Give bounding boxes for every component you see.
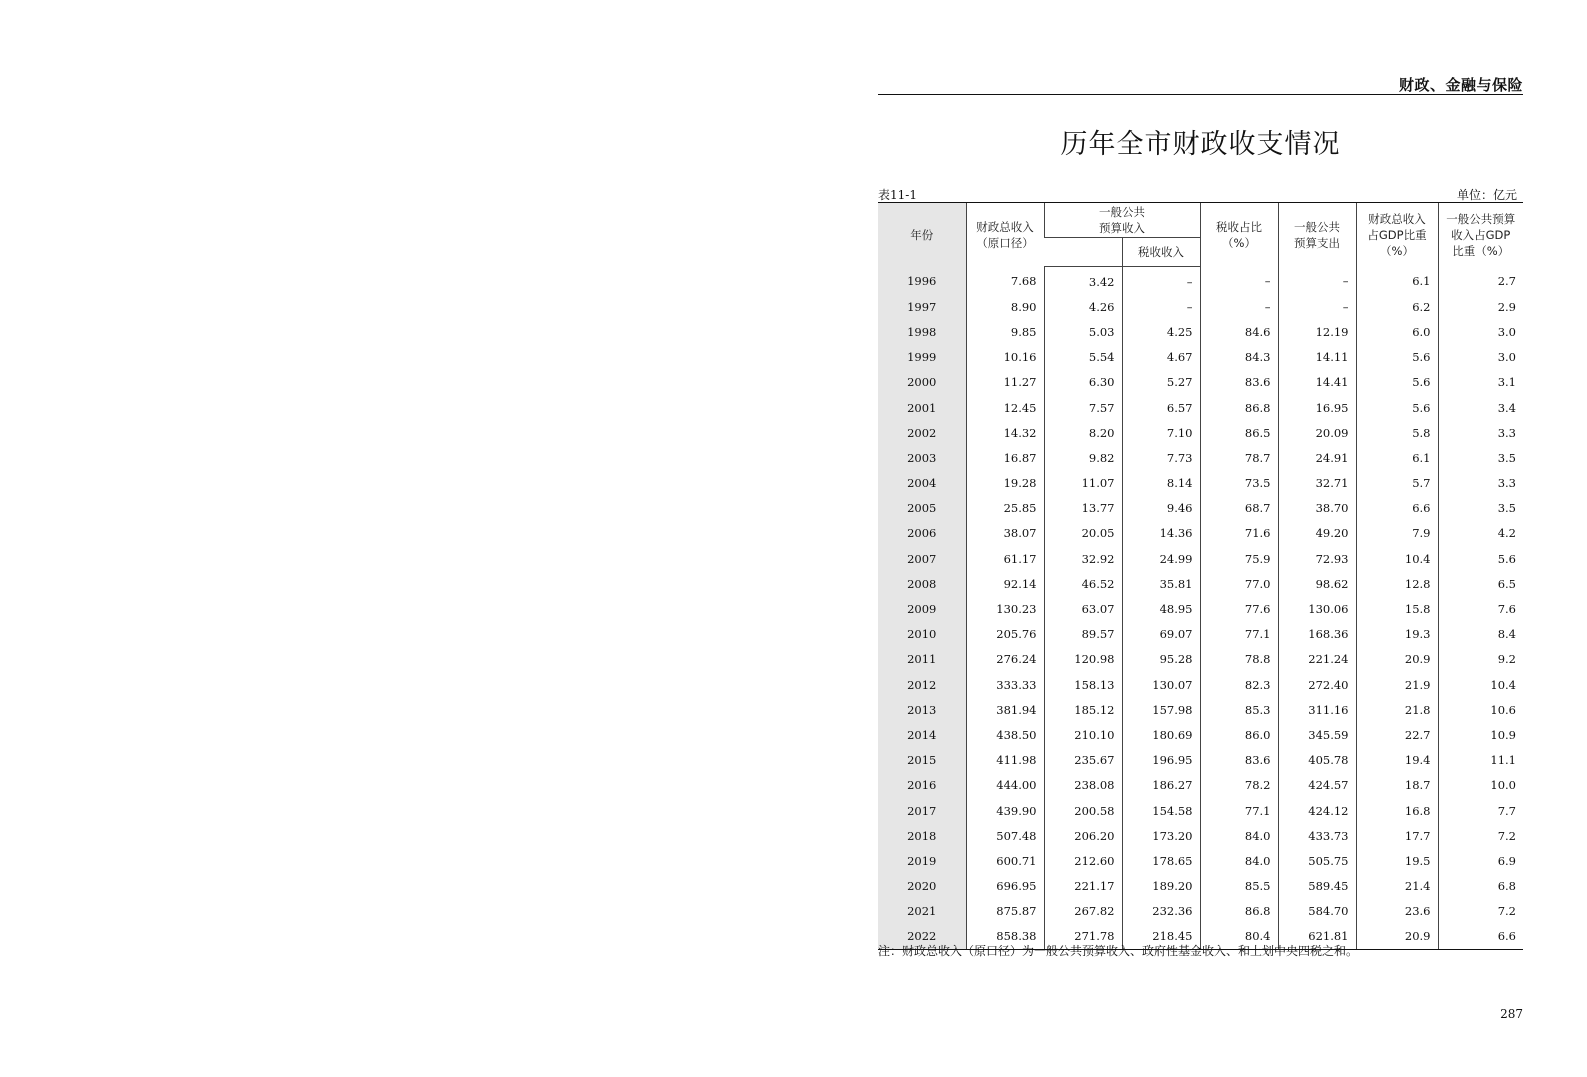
- cell-general-budget-expenditure: 589.45: [1278, 874, 1356, 899]
- cell-total-revenue-gdp: 5.6: [1356, 395, 1438, 420]
- cell-general-budget-revenue: 210.10: [1044, 722, 1122, 747]
- cell-year: 2005: [878, 496, 966, 521]
- cell-total-revenue: 38.07: [966, 521, 1044, 546]
- cell-total-revenue: 61.17: [966, 546, 1044, 571]
- table-row: [878, 445, 1523, 470]
- table-row: [878, 370, 1523, 395]
- table-row: [878, 267, 1523, 295]
- cell-general-budget-revenue: 63.07: [1044, 596, 1122, 621]
- cell-general-budget-expenditure: 424.57: [1278, 773, 1356, 798]
- cell-total-revenue-gdp: 5.6: [1356, 345, 1438, 370]
- cell-tax-revenue: 157.98: [1122, 697, 1200, 722]
- cell-general-budget-revenue-gdp: 10.9: [1438, 722, 1523, 747]
- cell-tax-share: 83.6: [1200, 370, 1278, 395]
- cell-tax-share: 83.6: [1200, 748, 1278, 773]
- cell-general-budget-revenue: 212.60: [1044, 848, 1122, 873]
- cell-general-budget-revenue-gdp: 7.7: [1438, 798, 1523, 823]
- cell-year: 2004: [878, 471, 966, 496]
- cell-total-revenue: 130.23: [966, 596, 1044, 621]
- cell-total-revenue: 507.48: [966, 823, 1044, 848]
- cell-tax-share: 71.6: [1200, 521, 1278, 546]
- cell-general-budget-expenditure: 168.36: [1278, 622, 1356, 647]
- cell-year: 2006: [878, 521, 966, 546]
- cell-general-budget-expenditure: 345.59: [1278, 722, 1356, 747]
- cell-general-budget-revenue: 4.26: [1044, 294, 1122, 319]
- cell-year: 2003: [878, 445, 966, 470]
- cell-general-budget-revenue: 238.08: [1044, 773, 1122, 798]
- header-general-budget-expenditure: 一般公共 预算支出: [1278, 203, 1356, 267]
- cell-total-revenue-gdp: 6.0: [1356, 319, 1438, 344]
- cell-general-budget-revenue-gdp: 10.4: [1438, 672, 1523, 697]
- table-row: [878, 571, 1523, 596]
- cell-tax-share: 78.2: [1200, 773, 1278, 798]
- cell-total-revenue: 439.90: [966, 798, 1044, 823]
- cell-general-budget-revenue-gdp: 2.7: [1438, 267, 1523, 295]
- cell-general-budget-expenditure: 72.93: [1278, 546, 1356, 571]
- cell-general-budget-revenue: 6.30: [1044, 370, 1122, 395]
- table-row: [878, 622, 1523, 647]
- cell-general-budget-revenue-gdp: 3.5: [1438, 496, 1523, 521]
- cell-tax-share: 77.1: [1200, 798, 1278, 823]
- cell-total-revenue-gdp: 6.6: [1356, 496, 1438, 521]
- fiscal-table: [878, 202, 1523, 950]
- cell-general-budget-expenditure: 12.19: [1278, 319, 1356, 344]
- cell-tax-share: 84.0: [1200, 848, 1278, 873]
- cell-general-budget-revenue-gdp: 3.5: [1438, 445, 1523, 470]
- cell-total-revenue-gdp: 19.4: [1356, 748, 1438, 773]
- cell-year: 2011: [878, 647, 966, 672]
- cell-tax-revenue: 9.46: [1122, 496, 1200, 521]
- cell-tax-revenue: 69.07: [1122, 622, 1200, 647]
- cell-total-revenue: 7.68: [966, 267, 1044, 295]
- table-body: [878, 267, 1523, 950]
- cell-tax-revenue: 4.67: [1122, 345, 1200, 370]
- cell-general-budget-revenue: 206.20: [1044, 823, 1122, 848]
- table-row: [878, 647, 1523, 672]
- cell-total-revenue: 875.87: [966, 899, 1044, 924]
- cell-general-budget-expenditure: 14.41: [1278, 370, 1356, 395]
- cell-total-revenue: 19.28: [966, 471, 1044, 496]
- cell-general-budget-revenue: 200.58: [1044, 798, 1122, 823]
- cell-year: 2012: [878, 672, 966, 697]
- cell-year: 2022: [878, 924, 966, 950]
- cell-year: 1997: [878, 294, 966, 319]
- cell-year: 2002: [878, 420, 966, 445]
- section-title: 财政、金融与保险: [1398, 76, 1523, 94]
- cell-general-budget-revenue-gdp: 3.0: [1438, 319, 1523, 344]
- cell-tax-revenue: 4.25: [1122, 319, 1200, 344]
- cell-general-budget-revenue-gdp: 2.9: [1438, 294, 1523, 319]
- cell-tax-share: 82.3: [1200, 672, 1278, 697]
- cell-general-budget-revenue: 3.42: [1044, 267, 1122, 295]
- cell-year: 2014: [878, 722, 966, 747]
- cell-tax-revenue: 14.36: [1122, 521, 1200, 546]
- cell-total-revenue-gdp: 21.4: [1356, 874, 1438, 899]
- cell-general-budget-revenue: 20.05: [1044, 521, 1122, 546]
- table-row: [878, 748, 1523, 773]
- cell-total-revenue-gdp: 19.5: [1356, 848, 1438, 873]
- cell-tax-share: 78.8: [1200, 647, 1278, 672]
- table-row: [878, 798, 1523, 823]
- cell-total-revenue: 8.90: [966, 294, 1044, 319]
- cell-tax-share: 77.0: [1200, 571, 1278, 596]
- cell-general-budget-expenditure: 272.40: [1278, 672, 1356, 697]
- table-number: 表11-1: [878, 188, 917, 202]
- cell-general-budget-revenue-gdp: 4.2: [1438, 521, 1523, 546]
- header-general-budget-revenue: 一般公共 预算收入: [1044, 203, 1200, 238]
- cell-tax-share: 85.3: [1200, 697, 1278, 722]
- cell-total-revenue-gdp: 20.9: [1356, 924, 1438, 950]
- cell-general-budget-expenditure: 32.71: [1278, 471, 1356, 496]
- cell-total-revenue: 10.16: [966, 345, 1044, 370]
- cell-total-revenue: 333.33: [966, 672, 1044, 697]
- cell-general-budget-revenue: 46.52: [1044, 571, 1122, 596]
- cell-total-revenue: 25.85: [966, 496, 1044, 521]
- cell-tax-share: 86.8: [1200, 395, 1278, 420]
- cell-tax-revenue: –: [1122, 294, 1200, 319]
- cell-total-revenue-gdp: 16.8: [1356, 798, 1438, 823]
- cell-general-budget-expenditure: –: [1278, 267, 1356, 295]
- cell-total-revenue-gdp: 5.6: [1356, 370, 1438, 395]
- cell-tax-revenue: 189.20: [1122, 874, 1200, 899]
- cell-year: 2000: [878, 370, 966, 395]
- cell-year: 2020: [878, 874, 966, 899]
- cell-tax-revenue: 8.14: [1122, 471, 1200, 496]
- table-row: [878, 345, 1523, 370]
- cell-total-revenue-gdp: 6.1: [1356, 445, 1438, 470]
- cell-tax-revenue: 196.95: [1122, 748, 1200, 773]
- cell-tax-share: –: [1200, 267, 1278, 295]
- cell-total-revenue: 600.71: [966, 848, 1044, 873]
- cell-tax-revenue: 178.65: [1122, 848, 1200, 873]
- cell-tax-revenue: 6.57: [1122, 395, 1200, 420]
- cell-tax-revenue: 24.99: [1122, 546, 1200, 571]
- cell-tax-revenue: 7.73: [1122, 445, 1200, 470]
- cell-general-budget-revenue-gdp: 3.4: [1438, 395, 1523, 420]
- cell-total-revenue: 411.98: [966, 748, 1044, 773]
- cell-general-budget-revenue: 120.98: [1044, 647, 1122, 672]
- cell-general-budget-expenditure: 20.09: [1278, 420, 1356, 445]
- cell-total-revenue-gdp: 20.9: [1356, 647, 1438, 672]
- cell-year: 2015: [878, 748, 966, 773]
- cell-year: 2010: [878, 622, 966, 647]
- cell-general-budget-expenditure: 311.16: [1278, 697, 1356, 722]
- cell-general-budget-revenue: 271.78: [1044, 924, 1122, 950]
- cell-total-revenue: 381.94: [966, 697, 1044, 722]
- cell-year: 1996: [878, 267, 966, 295]
- cell-year: 2019: [878, 848, 966, 873]
- page-number: 287: [1500, 1007, 1523, 1021]
- cell-general-budget-revenue: 11.07: [1044, 471, 1122, 496]
- cell-general-budget-expenditure: 424.12: [1278, 798, 1356, 823]
- table-row: [878, 848, 1523, 873]
- cell-total-revenue: 696.95: [966, 874, 1044, 899]
- table-row: [878, 471, 1523, 496]
- cell-general-budget-revenue: 185.12: [1044, 697, 1122, 722]
- cell-general-budget-revenue-gdp: 6.8: [1438, 874, 1523, 899]
- cell-total-revenue: 16.87: [966, 445, 1044, 470]
- cell-general-budget-expenditure: 130.06: [1278, 596, 1356, 621]
- cell-total-revenue: 9.85: [966, 319, 1044, 344]
- header-general-budget-revenue-gdp: 一般公共预算 收入占GDP 比重（%）: [1438, 203, 1523, 267]
- cell-general-budget-revenue-gdp: 9.2: [1438, 647, 1523, 672]
- table-row: [878, 420, 1523, 445]
- cell-tax-share: 86.8: [1200, 899, 1278, 924]
- cell-general-budget-expenditure: 221.24: [1278, 647, 1356, 672]
- table-row: [878, 722, 1523, 747]
- cell-total-revenue-gdp: 19.3: [1356, 622, 1438, 647]
- table-row: [878, 395, 1523, 420]
- cell-tax-share: 85.5: [1200, 874, 1278, 899]
- cell-general-budget-revenue: 13.77: [1044, 496, 1122, 521]
- cell-general-budget-revenue-gdp: 3.3: [1438, 471, 1523, 496]
- table-row: [878, 294, 1523, 319]
- cell-tax-revenue: 186.27: [1122, 773, 1200, 798]
- table-row: [878, 773, 1523, 798]
- table-row: [878, 874, 1523, 899]
- cell-tax-share: 86.0: [1200, 722, 1278, 747]
- table-row: [878, 496, 1523, 521]
- cell-general-budget-revenue: 267.82: [1044, 899, 1122, 924]
- cell-general-budget-revenue-gdp: 3.3: [1438, 420, 1523, 445]
- cell-tax-share: –: [1200, 294, 1278, 319]
- cell-general-budget-expenditure: 584.70: [1278, 899, 1356, 924]
- cell-general-budget-revenue-gdp: 11.1: [1438, 748, 1523, 773]
- cell-general-budget-revenue-gdp: 3.1: [1438, 370, 1523, 395]
- header-year: 年份: [878, 203, 966, 267]
- cell-general-budget-expenditure: 38.70: [1278, 496, 1356, 521]
- cell-general-budget-revenue: 5.03: [1044, 319, 1122, 344]
- cell-total-revenue-gdp: 15.8: [1356, 596, 1438, 621]
- cell-tax-share: 78.7: [1200, 445, 1278, 470]
- cell-total-revenue-gdp: 6.2: [1356, 294, 1438, 319]
- cell-total-revenue: 858.38: [966, 924, 1044, 950]
- cell-total-revenue: 276.24: [966, 647, 1044, 672]
- cell-tax-revenue: 173.20: [1122, 823, 1200, 848]
- cell-tax-revenue: 7.10: [1122, 420, 1200, 445]
- cell-total-revenue-gdp: 21.8: [1356, 697, 1438, 722]
- cell-total-revenue-gdp: 22.7: [1356, 722, 1438, 747]
- cell-general-budget-expenditure: 505.75: [1278, 848, 1356, 873]
- unit-label: 单位：亿元: [1456, 188, 1517, 202]
- cell-tax-share: 80.4: [1200, 924, 1278, 950]
- cell-tax-share: 84.0: [1200, 823, 1278, 848]
- cell-general-budget-revenue: 235.67: [1044, 748, 1122, 773]
- cell-general-budget-revenue-gdp: 5.6: [1438, 546, 1523, 571]
- cell-general-budget-revenue: 7.57: [1044, 395, 1122, 420]
- cell-general-budget-revenue-gdp: 7.6: [1438, 596, 1523, 621]
- header-rule: [878, 94, 1523, 95]
- cell-total-revenue-gdp: 12.8: [1356, 571, 1438, 596]
- cell-year: 2009: [878, 596, 966, 621]
- cell-general-budget-revenue-gdp: 10.6: [1438, 697, 1523, 722]
- cell-year: 2017: [878, 798, 966, 823]
- cell-tax-share: 73.5: [1200, 471, 1278, 496]
- cell-year: 2007: [878, 546, 966, 571]
- header-total-revenue-gdp: 财政总收入 占GDP比重 （%）: [1356, 203, 1438, 267]
- cell-tax-share: 86.5: [1200, 420, 1278, 445]
- cell-total-revenue: 205.76: [966, 622, 1044, 647]
- table-note: 注：财政总收入（原口径）为一般公共预算收入、政府性基金收入、和上划中央四税之和。: [878, 944, 1359, 958]
- cell-year: 2018: [878, 823, 966, 848]
- header-total-revenue: 财政总收入 （原口径）: [966, 203, 1044, 267]
- cell-general-budget-expenditure: 621.81: [1278, 924, 1356, 950]
- cell-general-budget-revenue: 9.82: [1044, 445, 1122, 470]
- cell-tax-share: 84.3: [1200, 345, 1278, 370]
- cell-tax-share: 75.9: [1200, 546, 1278, 571]
- cell-tax-revenue: 232.36: [1122, 899, 1200, 924]
- table-row: [878, 319, 1523, 344]
- cell-general-budget-revenue-gdp: 3.0: [1438, 345, 1523, 370]
- cell-general-budget-revenue: 32.92: [1044, 546, 1122, 571]
- cell-total-revenue-gdp: 6.1: [1356, 267, 1438, 295]
- table-row: [878, 672, 1523, 697]
- cell-general-budget-expenditure: 14.11: [1278, 345, 1356, 370]
- cell-total-revenue: 444.00: [966, 773, 1044, 798]
- cell-general-budget-revenue-gdp: 8.4: [1438, 622, 1523, 647]
- cell-total-revenue-gdp: 21.9: [1356, 672, 1438, 697]
- header-tax-share: 税收占比 （%）: [1200, 203, 1278, 267]
- cell-year: 2008: [878, 571, 966, 596]
- cell-general-budget-expenditure: 98.62: [1278, 571, 1356, 596]
- cell-general-budget-revenue-gdp: 7.2: [1438, 823, 1523, 848]
- cell-general-budget-expenditure: –: [1278, 294, 1356, 319]
- table-row: [878, 899, 1523, 924]
- cell-year: 2001: [878, 395, 966, 420]
- header-tax-revenue: 税收收入: [1122, 238, 1200, 267]
- cell-general-budget-expenditure: 16.95: [1278, 395, 1356, 420]
- cell-general-budget-revenue: 5.54: [1044, 345, 1122, 370]
- cell-total-revenue: 92.14: [966, 571, 1044, 596]
- cell-general-budget-revenue-gdp: 6.5: [1438, 571, 1523, 596]
- cell-general-budget-expenditure: 49.20: [1278, 521, 1356, 546]
- cell-year: 1999: [878, 345, 966, 370]
- cell-total-revenue-gdp: 5.8: [1356, 420, 1438, 445]
- table-row: [878, 823, 1523, 848]
- cell-general-budget-revenue: 89.57: [1044, 622, 1122, 647]
- cell-total-revenue-gdp: 18.7: [1356, 773, 1438, 798]
- cell-total-revenue-gdp: 17.7: [1356, 823, 1438, 848]
- cell-year: 2016: [878, 773, 966, 798]
- cell-tax-revenue: 48.95: [1122, 596, 1200, 621]
- cell-general-budget-expenditure: 405.78: [1278, 748, 1356, 773]
- cell-year: 2013: [878, 697, 966, 722]
- cell-total-revenue: 14.32: [966, 420, 1044, 445]
- cell-tax-revenue: 95.28: [1122, 647, 1200, 672]
- table-row: [878, 697, 1523, 722]
- cell-tax-share: 84.6: [1200, 319, 1278, 344]
- cell-year: 1998: [878, 319, 966, 344]
- table-title: 历年全市财政收支情况: [1060, 129, 1341, 160]
- cell-tax-revenue: 218.45: [1122, 924, 1200, 950]
- cell-tax-revenue: 35.81: [1122, 571, 1200, 596]
- cell-total-revenue-gdp: 7.9: [1356, 521, 1438, 546]
- cell-general-budget-revenue-gdp: 6.9: [1438, 848, 1523, 873]
- table-row: [878, 521, 1523, 546]
- cell-total-revenue-gdp: 10.4: [1356, 546, 1438, 571]
- cell-tax-revenue: 180.69: [1122, 722, 1200, 747]
- cell-total-revenue: 11.27: [966, 370, 1044, 395]
- cell-tax-revenue: –: [1122, 267, 1200, 295]
- cell-tax-share: 77.1: [1200, 622, 1278, 647]
- cell-tax-share: 68.7: [1200, 496, 1278, 521]
- header-general-budget-revenue-value: [1044, 238, 1122, 267]
- cell-general-budget-expenditure: 433.73: [1278, 823, 1356, 848]
- table-row: [878, 596, 1523, 621]
- cell-total-revenue: 438.50: [966, 722, 1044, 747]
- cell-tax-revenue: 154.58: [1122, 798, 1200, 823]
- cell-general-budget-expenditure: 24.91: [1278, 445, 1356, 470]
- cell-year: 2021: [878, 899, 966, 924]
- cell-general-budget-revenue-gdp: 10.0: [1438, 773, 1523, 798]
- cell-tax-share: 77.6: [1200, 596, 1278, 621]
- cell-tax-revenue: 5.27: [1122, 370, 1200, 395]
- cell-general-budget-revenue-gdp: 6.6: [1438, 924, 1523, 950]
- cell-tax-revenue: 130.07: [1122, 672, 1200, 697]
- cell-total-revenue-gdp: 23.6: [1356, 899, 1438, 924]
- cell-general-budget-revenue: 8.20: [1044, 420, 1122, 445]
- cell-general-budget-revenue: 158.13: [1044, 672, 1122, 697]
- cell-general-budget-revenue: 221.17: [1044, 874, 1122, 899]
- table-row: [878, 546, 1523, 571]
- cell-general-budget-revenue-gdp: 7.2: [1438, 899, 1523, 924]
- cell-total-revenue: 12.45: [966, 395, 1044, 420]
- cell-total-revenue-gdp: 5.7: [1356, 471, 1438, 496]
